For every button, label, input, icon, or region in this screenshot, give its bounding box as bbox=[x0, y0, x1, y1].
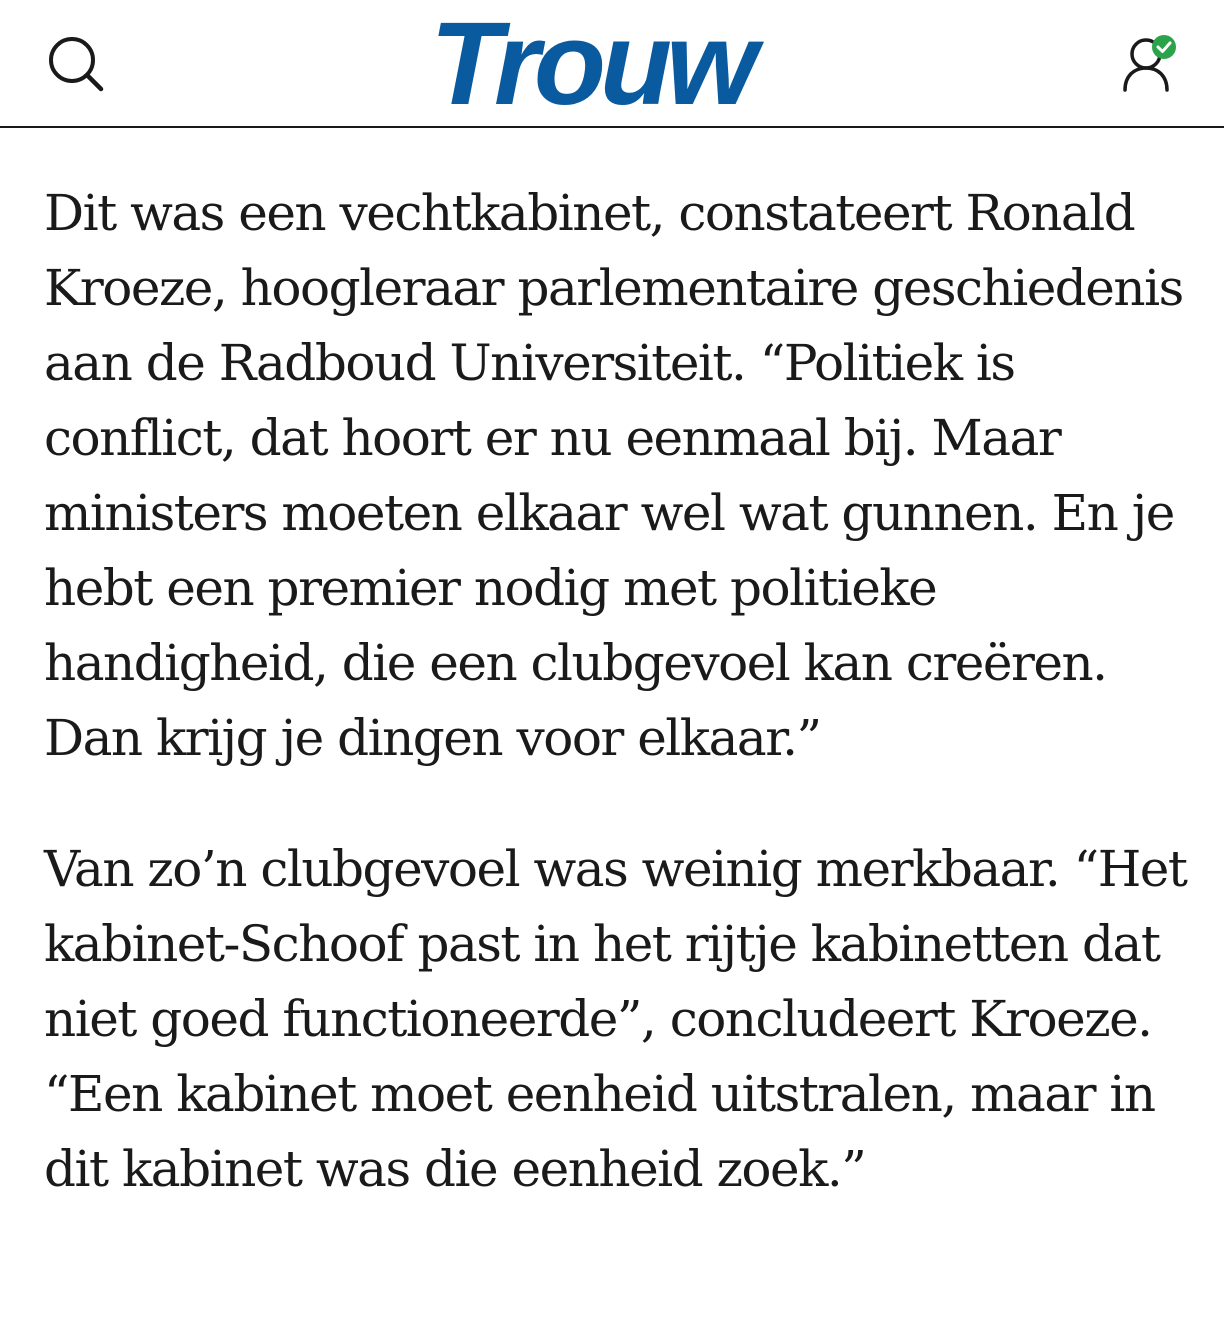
article-paragraph: Dit was een vechtkabinet, constateert Ronald Kroeze, hoogleraar parlementaire geschiedenis aan de Radboud Universiteit. “Politiek is conflict, dat hoort er nu eenmaal bij. Maar ministers moeten elkaar wel wat gunnen. En je hebt een premier nodig met politieke handigheid, die een clubgevoel kan creëren. Dan krijg je dingen voor elkaar.” bbox=[44, 184, 1183, 767]
top-navigation-bar bbox=[0, 0, 1224, 128]
trouw-logo[interactable] bbox=[424, 8, 804, 118]
article-paragraph: Van zo’n clubgevoel was weinig merkbaar. “Het kabinet-Schoof past in het rijtje kabinetten dat niet goed functioneerde”, concludeert Kroeze. “Een kabinet moet eenheid uitstralen, maar in dit kabinet was die eenheid zoek.” bbox=[44, 840, 1187, 1198]
search-icon bbox=[40, 30, 110, 100]
verified-badge-icon bbox=[1152, 35, 1176, 59]
account-button[interactable] bbox=[1112, 32, 1184, 98]
article-body bbox=[44, 176, 1194, 1263]
logo-wordmark bbox=[424, 8, 804, 118]
search-button[interactable] bbox=[40, 30, 110, 100]
user-icon bbox=[1112, 32, 1184, 98]
logo-text: Trouw bbox=[430, 8, 752, 118]
